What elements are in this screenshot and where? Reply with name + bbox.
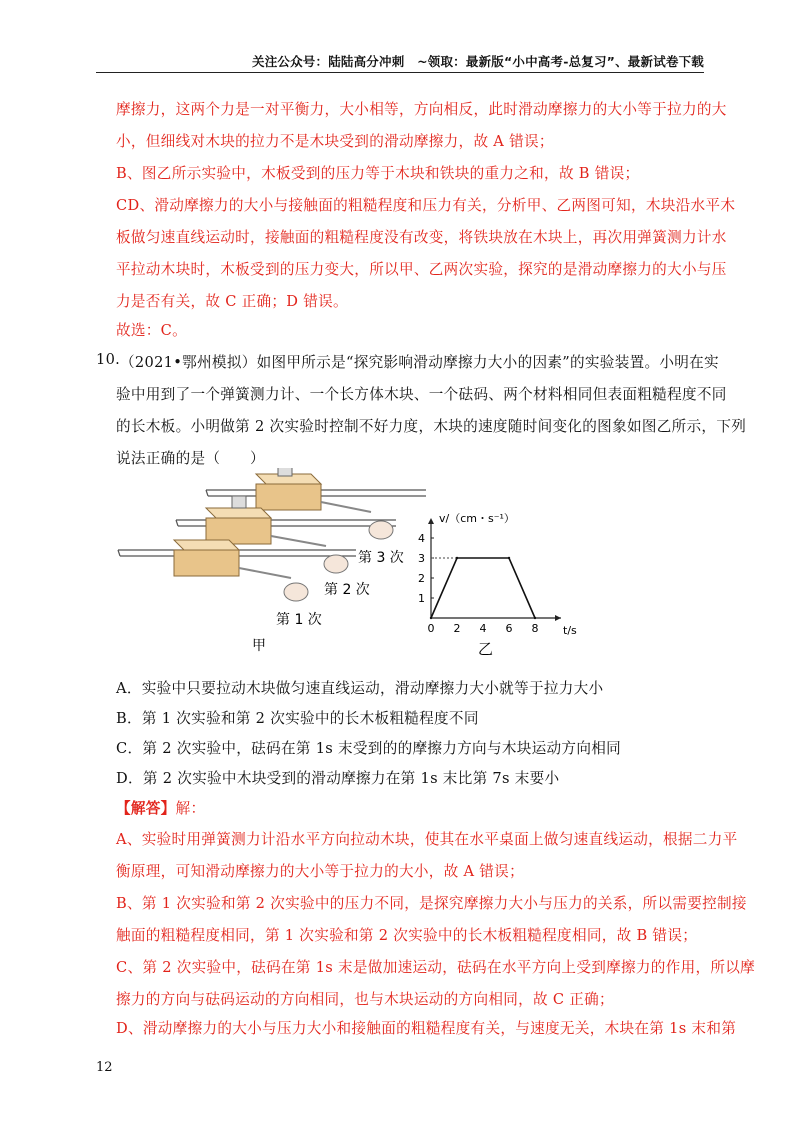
trial-2-label: 第 2 次 xyxy=(324,582,370,598)
velocity-data-point xyxy=(508,557,510,559)
velocity-data-point xyxy=(534,617,536,619)
x-tick-label: 6 xyxy=(505,622,513,635)
answer-label: 【解答】 xyxy=(116,800,176,817)
figure-caption-yi: 乙 xyxy=(478,640,494,658)
figure-caption-jia: 甲 xyxy=(252,638,266,654)
prev-answer-line: CD、滑动摩擦力的大小与接触面的粗糙程度和压力有关，分析甲、乙两图可知，木块沿水平木 xyxy=(116,197,736,214)
prev-answer-line: 平拉动木块时，木板受到的压力变大，所以甲、乙两次实验，探究的是滑动摩擦力的大小与压 xyxy=(116,261,727,278)
experiment-figure xyxy=(96,468,696,660)
answer-line: 擦力的方向与砝码运动的方向相同，也与木块运动的方向相同，故 C 正确； xyxy=(116,991,614,1008)
answer-line: 触面的粗糙程度相同，第 1 次实验和第 2 次实验中的长木板粗糙程度相同，故 B 错误； xyxy=(116,927,698,944)
header-rule xyxy=(96,72,704,73)
page-header: 关注公众号：陆陆高分冲刺 ~领取：最新版“小中高考-总复习”、最新试卷下载 xyxy=(252,54,704,69)
velocity-series-line xyxy=(431,558,535,618)
answer-line: B、第 1 次实验和第 2 次实验中的压力不同，是探究摩擦力大小与压力的关系，所以需要控制接 xyxy=(116,895,747,912)
answer-line: 衡原理，可知滑动摩擦力的大小等于拉力的大小，故 A 错误； xyxy=(116,863,524,880)
answer-line: A、实验时用弹簧测力计沿水平方向拉动木块，使其在水平桌面上做匀速直线运动，根据二力平 xyxy=(116,831,738,848)
trial-3-label: 第 3 次 xyxy=(358,550,404,566)
x-tick-label: 0 xyxy=(427,622,435,635)
prev-answer-line: 小，但细线对木块的拉力不是木块受到的滑动摩擦力，故 A 错误； xyxy=(116,133,554,150)
prev-answer-line: 力是否有关，故 C 正确；D 错误。 xyxy=(116,293,348,310)
answer-line: D、滑动摩擦力的大小与压力大小和接触面的粗糙程度有关，与速度无关，木块在第 1s 末和第 xyxy=(116,1020,737,1037)
question-line: 的长木板。小明做第 2 次实验时控制不好力度，木块的速度随时间变化的图象如图乙所示，下列 xyxy=(116,418,747,435)
x-tick-label: 4 xyxy=(479,622,487,635)
option-d: D．第 2 次实验中木块受到的滑动摩擦力在第 1s 末比第 7s 末要小 xyxy=(116,770,560,787)
y-tick-label: 3 xyxy=(418,552,425,565)
answer-label-suffix: 解： xyxy=(175,800,206,817)
question-line: 说法正确的是（ ） xyxy=(116,450,265,467)
trial-1-label: 第 1 次 xyxy=(276,612,322,628)
answer-heading xyxy=(116,797,205,818)
question-number: 10. xyxy=(96,351,121,368)
prev-answer-line: 板做匀速直线运动时，接触面的粗糙程度没有改变，将铁块放在木块上，再次用弹簧测力计水 xyxy=(116,229,727,246)
option-c: C．第 2 次实验中，砝码在第 1s 末受到的的摩擦力方向与木块运动方向相同 xyxy=(116,740,621,757)
y-tick-label: 4 xyxy=(418,532,425,545)
prev-answer-conclusion: 故选：C。 xyxy=(116,322,188,339)
x-tick-label: 8 xyxy=(531,622,539,635)
question-line: 验中用到了一个弹簧测力计、一个长方体木块、一个砝码、两个材料相同但表面粗糙程度不同 xyxy=(116,386,727,403)
y-axis-arrow xyxy=(428,518,434,524)
wood-block-trial-1 xyxy=(174,540,239,576)
prev-answer-line: B、图乙所示实验中，木板受到的压力等于木块和铁块的重力之和，故 B 错误； xyxy=(116,165,640,182)
wood-block-trial-3 xyxy=(256,468,321,510)
option-b: B．第 1 次实验和第 2 次实验中的长木板粗糙程度不同 xyxy=(116,710,479,727)
option-a: A．实验中只要拉动木块做匀速直线运动，滑动摩擦力大小就等于拉力大小 xyxy=(116,680,604,697)
velocity-data-point xyxy=(456,557,458,559)
x-axis-arrow xyxy=(555,615,561,621)
question-line: （2021•鄂州模拟）如图甲所示是“探究影响滑动摩擦力大小的因素”的实验装置。小明在实 xyxy=(120,354,719,371)
y-tick-label: 1 xyxy=(418,592,425,605)
y-tick-label: 2 xyxy=(418,572,425,585)
page-number: 12 xyxy=(96,1060,113,1075)
x-tick-label: 2 xyxy=(453,622,461,635)
answer-line: C、第 2 次实验中，砝码在第 1s 末是做加速运动，砝码在水平方向上受到摩擦力的作用，所以摩 xyxy=(116,959,756,976)
x-axis-label: t/s xyxy=(563,624,577,637)
velocity-time-chart xyxy=(418,512,577,637)
prev-answer-line: 摩擦力，这两个力是一对平衡力，大小相等，方向相反，此时滑动摩擦力的大小等于拉力的大 xyxy=(116,101,727,118)
y-axis-label: v/（cm・s⁻¹） xyxy=(439,512,515,525)
velocity-data-point xyxy=(430,617,432,619)
